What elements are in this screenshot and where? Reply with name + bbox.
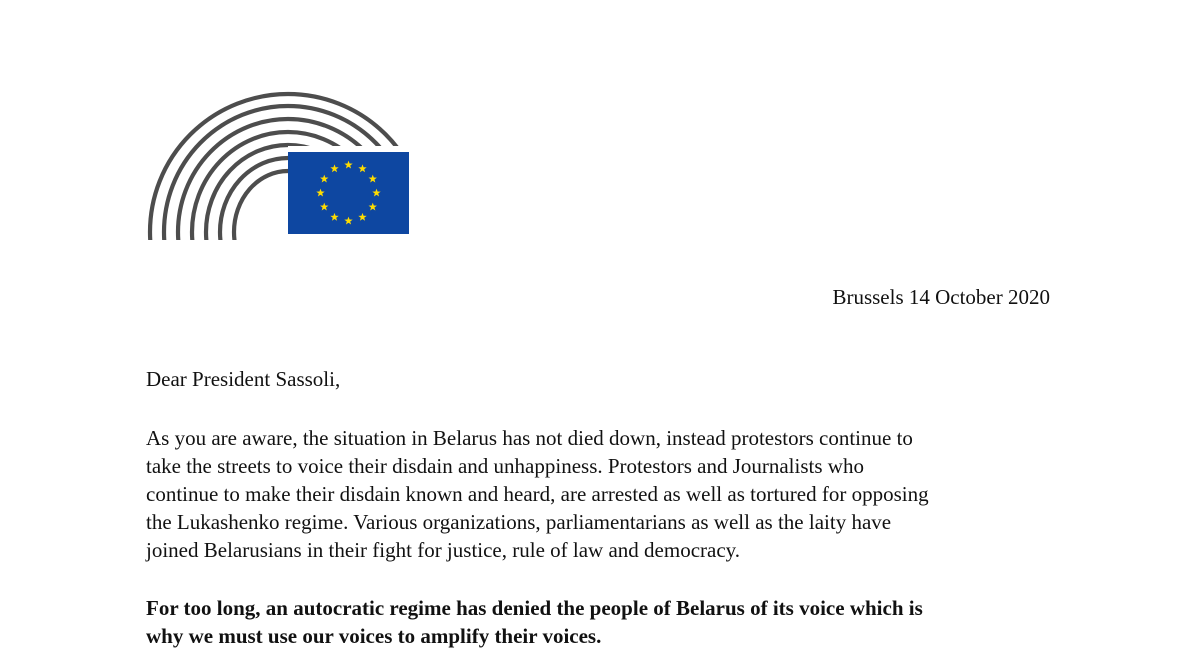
place-and-date: Brussels 14 October 2020 [832, 285, 1050, 309]
eu-flag-icon [288, 152, 409, 234]
paragraph-line: why we must use our voices to amplify their voices. [146, 624, 602, 648]
paragraph-line: take the streets to voice their disdain and unhappiness. Protestors and Journalists who [146, 454, 864, 478]
paragraph-line: joined Belarusians in their fight for justice, rule of law and democracy. [146, 538, 741, 562]
paragraph-line: continue to make their disdain known and heard, are arrested as well as tortured for opposing [146, 482, 929, 506]
paragraph-intro [146, 424, 1086, 564]
paragraph-line: As you are aware, the situation in Belarus has not died down, instead protestors continue to [146, 426, 913, 450]
salutation: Dear President Sassoli, [146, 367, 341, 391]
european-parliament-logo-icon [140, 84, 412, 240]
paragraph-bold [146, 594, 1086, 650]
paragraph-line: the Lukashenko regime. Various organizations, parliamentarians as well as the laity have [146, 510, 892, 534]
paragraph-line: For too long, an autocratic regime has denied the people of Belarus of its voice which is [146, 596, 923, 620]
